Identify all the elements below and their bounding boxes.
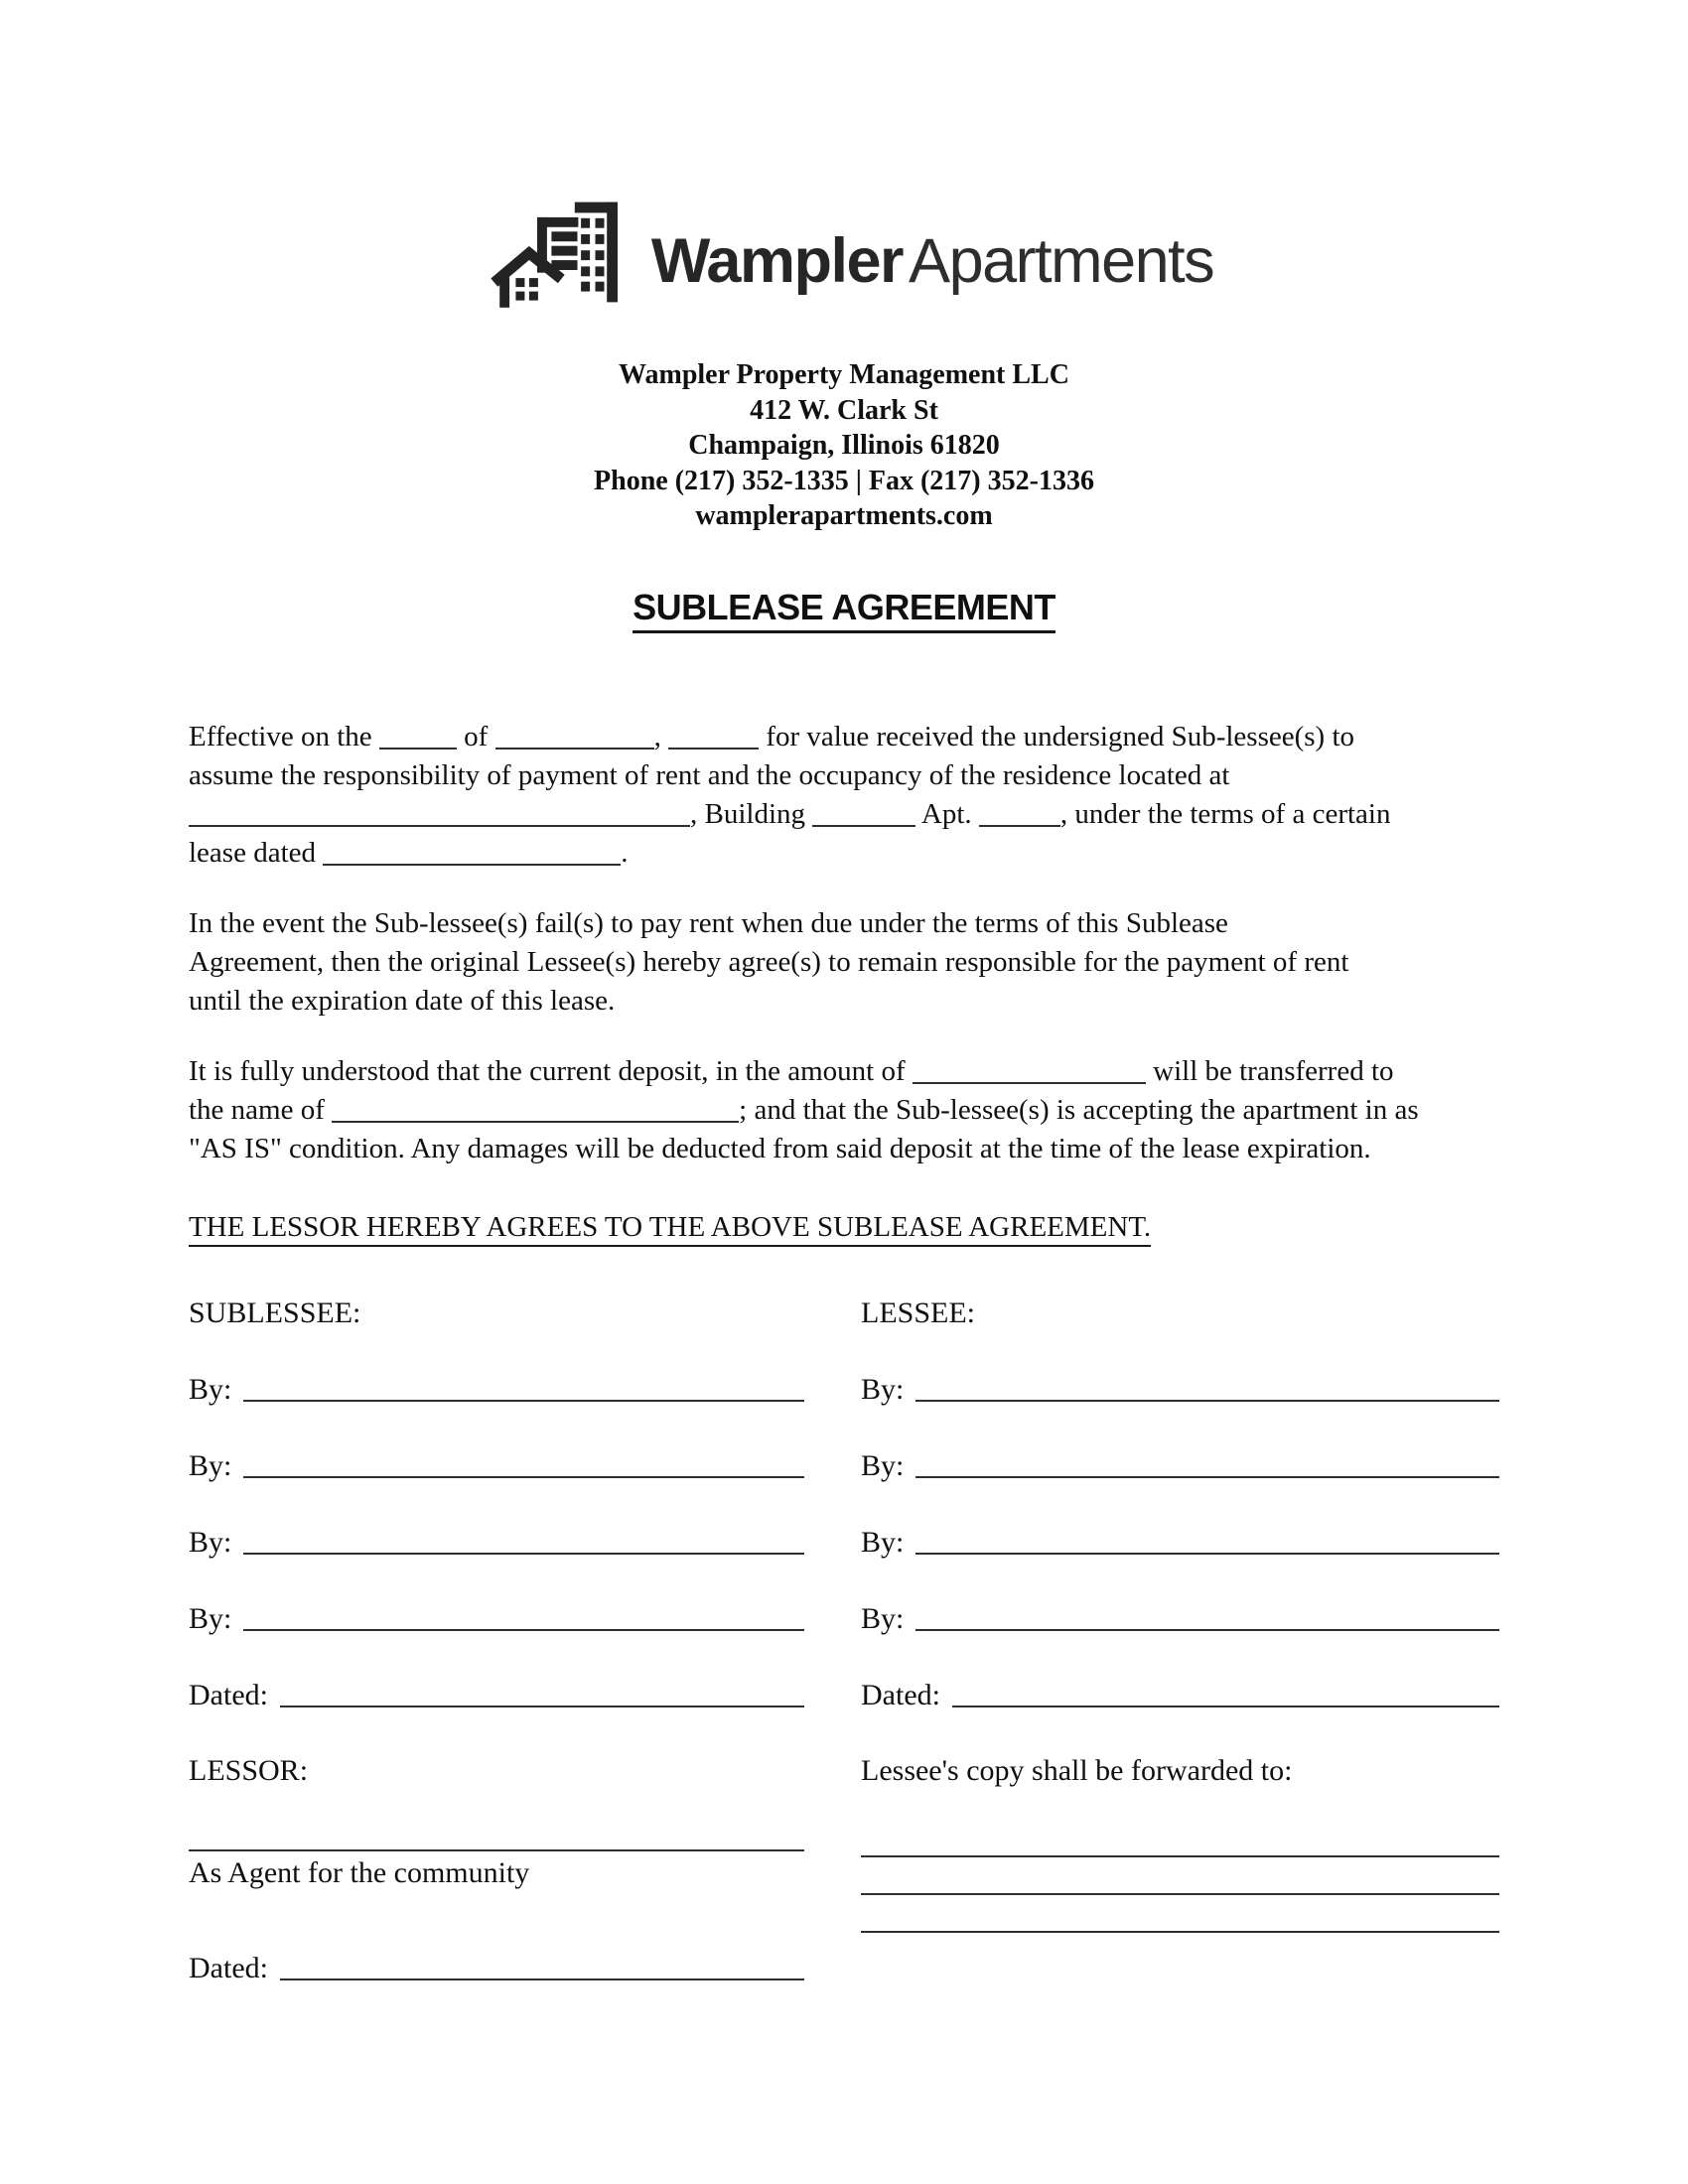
lessee-dated-row-label: Dated:	[861, 1678, 940, 1711]
text-segment: It is fully understood that the current deposit, in the amount of	[189, 1054, 913, 1087]
paragraph-line	[189, 795, 1499, 834]
forward-heading-row	[861, 1748, 1499, 1788]
lessee-by-row-label: By:	[861, 1372, 905, 1406]
fill-in-blank-apartment[interactable]	[979, 799, 1060, 827]
lessee-by-row	[861, 1367, 1499, 1407]
text-segment: Effective on the	[189, 720, 379, 752]
lessee-by-row	[861, 1443, 1499, 1483]
text-segment: .	[621, 836, 629, 869]
text-segment: lease dated	[189, 836, 324, 869]
lessee-by-row-label: By:	[861, 1525, 905, 1559]
brand-name-light: Apartments	[909, 226, 1214, 296]
paragraph-line	[189, 904, 1499, 943]
text-segment: , Building	[690, 797, 813, 830]
lessor-agreement-statement	[189, 1208, 1499, 1247]
lessor-agent-signature-line[interactable]	[189, 1849, 804, 1851]
lessee-by-row	[861, 1596, 1499, 1636]
lessee-signature-line[interactable]	[915, 1553, 1499, 1555]
letterhead-line: Wampler Property Management LLC	[619, 359, 1069, 390]
text-segment: "AS IS" condition. Any damages will be deducted from said deposit at the time of the lease expiration.	[189, 1132, 1371, 1164]
sublessee-by-row	[189, 1596, 804, 1636]
lessee-column	[861, 1291, 1499, 1985]
paragraph-line	[189, 718, 1499, 756]
sublessee-signature-line[interactable]	[243, 1629, 804, 1631]
text-segment: the name of	[189, 1093, 333, 1126]
fill-in-blank-month[interactable]	[495, 722, 654, 750]
document-title: SUBLEASE AGREEMENT	[633, 587, 1055, 633]
lessor-dated-row-label: Dated:	[189, 1951, 268, 1984]
sublessee-by-row-label: By:	[189, 1372, 232, 1406]
paragraph-1	[189, 718, 1499, 873]
fill-in-blank-year[interactable]	[668, 722, 759, 750]
lessor-date-line[interactable]	[280, 1979, 804, 1980]
fill-in-blank-lease-date[interactable]	[323, 838, 621, 866]
fill-in-blank-residence-address[interactable]	[189, 799, 690, 827]
body-paragraphs	[189, 718, 1499, 1168]
logo-row	[189, 0, 1499, 334]
letterhead-line: Phone (217) 352-1335 | Fax (217) 352-1336	[594, 465, 1094, 496]
lessee-date-line[interactable]	[952, 1706, 1499, 1707]
sublessee-signature-line[interactable]	[243, 1476, 804, 1478]
paragraph-line	[189, 1091, 1499, 1130]
fill-in-blank-day[interactable]	[379, 722, 457, 750]
paragraph-line	[189, 1130, 1499, 1168]
text-segment: ,	[653, 720, 669, 752]
text-segment: Apt.	[915, 797, 979, 830]
text-segment: In the event the Sub-lessee(s) fail(s) to pay rent when due under the terms of this Sublease	[189, 906, 1228, 939]
lessee-by-row-label: By:	[861, 1601, 905, 1635]
sublessee-signature-line[interactable]	[243, 1553, 804, 1555]
sublessee-column	[189, 1291, 804, 1985]
sublessee-dated-row-label: Dated:	[189, 1678, 268, 1711]
lessor-agreement-statement-text: THE LESSOR HEREBY AGREES TO THE ABOVE SUBLEASE AGREEMENT.	[189, 1211, 1151, 1247]
paragraph-3	[189, 1052, 1499, 1168]
lessee-header-row	[861, 1291, 1499, 1330]
sublessee-by-row-label: By:	[189, 1448, 232, 1482]
sublessee-dated-row	[189, 1673, 804, 1712]
text-segment: ; and that the Sub-lessee(s) is accepting the apartment in as	[739, 1093, 1419, 1126]
fill-in-blank-transfer-name[interactable]	[332, 1095, 739, 1123]
lessee-heading: LESSEE:	[861, 1296, 976, 1329]
lessor-heading-row	[189, 1748, 804, 1788]
paragraph-line	[189, 834, 1499, 873]
fill-in-blank-deposit-amount[interactable]	[913, 1056, 1146, 1084]
paragraph-line	[189, 943, 1499, 982]
lessee-signature-line[interactable]	[915, 1629, 1499, 1631]
fill-in-blank-building[interactable]	[812, 799, 915, 827]
forward-address-line[interactable]	[861, 1931, 1499, 1933]
letterhead-line: Champaign, Illinois 61820	[688, 430, 1000, 461]
brand-name	[651, 225, 1213, 297]
sublessee-by-row	[189, 1367, 804, 1407]
letterhead-line: wamplerapartments.com	[695, 500, 993, 531]
paragraph-line	[189, 756, 1499, 795]
sublessee-heading: SUBLESSEE:	[189, 1296, 361, 1329]
text-segment: assume the responsibility of payment of rent and the occupancy of the residence located at	[189, 758, 1230, 791]
letterhead-line: 412 W. Clark St	[750, 394, 938, 426]
forward-address-line[interactable]	[861, 1855, 1499, 1857]
lessee-signature-line[interactable]	[915, 1400, 1499, 1402]
sublessee-signature-line[interactable]	[243, 1400, 804, 1402]
lessor-dated-row	[189, 1946, 804, 1985]
forward-heading: Lessee's copy shall be forwarded to:	[861, 1753, 1293, 1787]
lessee-by-row	[861, 1520, 1499, 1560]
agent-caption: As Agent for the community	[189, 1855, 530, 1889]
sublessee-by-row	[189, 1443, 804, 1483]
text-segment: of	[456, 720, 495, 752]
lessee-signature-line[interactable]	[915, 1476, 1499, 1478]
paragraph-line	[189, 982, 1499, 1021]
document-title-row	[189, 587, 1499, 628]
text-segment: for value received the undersigned Sub-lessee(s) to	[759, 720, 1355, 752]
buildings-house-icon	[475, 189, 635, 334]
paragraph-2	[189, 904, 1499, 1021]
text-segment: , under the terms of a certain	[1059, 797, 1391, 830]
forward-address-line[interactable]	[861, 1893, 1499, 1895]
sublessee-date-line[interactable]	[280, 1706, 804, 1707]
sublessee-by-row	[189, 1520, 804, 1560]
brand-name-bold: Wampler	[650, 226, 904, 296]
lessee-dated-row	[861, 1673, 1499, 1712]
sublessee-by-row-label: By:	[189, 1525, 232, 1559]
signature-section	[189, 1291, 1499, 1985]
text-segment: Agreement, then the original Lessee(s) hereby agree(s) to remain responsible for the payment of rent	[189, 945, 1349, 978]
sublessee-header-row	[189, 1291, 804, 1330]
text-segment: will be transferred to	[1145, 1054, 1394, 1087]
text-segment: until the expiration date of this lease.	[189, 984, 616, 1017]
letterhead	[189, 357, 1499, 534]
sublessee-by-row-label: By:	[189, 1601, 232, 1635]
paragraph-line	[189, 1052, 1499, 1091]
lessee-by-row-label: By:	[861, 1448, 905, 1482]
lessor-heading: LESSOR:	[189, 1753, 309, 1787]
